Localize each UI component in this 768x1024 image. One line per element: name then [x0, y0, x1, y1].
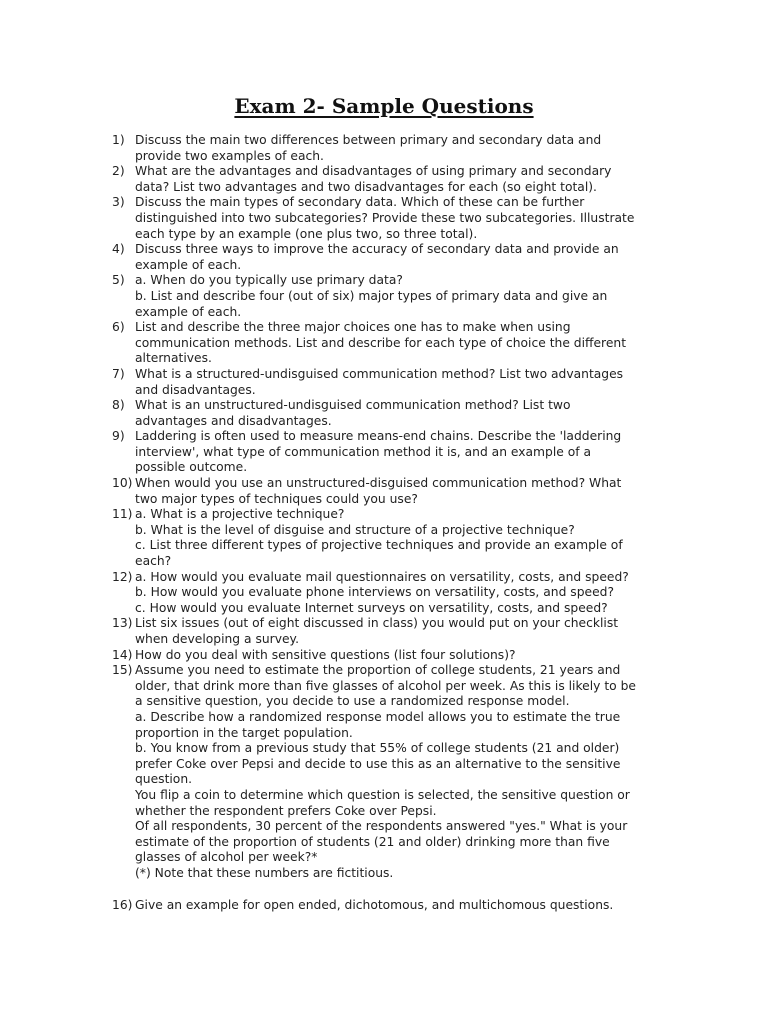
question-text-line: whether the respondent prefers Coke over Pepsi.	[135, 803, 437, 818]
question-text-line: estimate of the proportion of students (21 and older) drinking more than five	[135, 834, 610, 849]
question-text-line: prefer Coke over Pepsi and decide to use this as an alternative to the sensitive	[135, 756, 621, 771]
question-text-line: data? List two advantages and two disadvantages for each (so eight total).	[135, 179, 597, 194]
question-number: 12)	[112, 569, 133, 584]
question-text-line: Of all respondents, 30 percent of the respondents answered "yes." What is your	[135, 819, 628, 834]
question-number: 4)	[112, 242, 125, 257]
question-text-line: Assume you need to estimate the proportion of college students, 21 years and	[135, 663, 621, 678]
question-text-line: a. When do you typically use primary data?	[135, 273, 403, 288]
question-item	[112, 663, 672, 881]
question-text-line: Discuss the main two differences between primary and secondary data and	[135, 133, 602, 147]
question-text-line: List six issues (out of eight discussed in class) you would put on your checklist	[135, 616, 619, 631]
question-text-line: a sensitive question, you decide to use a randomized response model.	[135, 694, 570, 709]
question-list	[112, 133, 672, 913]
question-item	[112, 133, 672, 164]
question-text-line: c. List three different types of projective techniques and provide an example of	[135, 538, 623, 553]
question-text-line: each?	[135, 554, 172, 569]
question-text-line: provide two examples of each.	[135, 148, 324, 163]
question-text-line: a. How would you evaluate mail questionnaires on versatility, costs, and speed?	[135, 569, 629, 584]
question-text-line: Laddering is often used to measure means-end chains. Describe the 'laddering	[135, 429, 622, 444]
question-text-line: How do you deal with sensitive questions (list four solutions)?	[135, 647, 516, 662]
question-text-line: advantages and disadvantages.	[135, 413, 332, 428]
question-text-line: when developing a survey.	[135, 632, 299, 646]
question-text-line: Discuss three ways to improve the accuracy of secondary data and provide an	[135, 242, 619, 257]
question-item	[112, 507, 672, 569]
question-text-line: interview', what type of communication method it is, and an example of a	[135, 444, 592, 459]
question-text-line: example of each.	[135, 257, 242, 272]
question-number: 15)	[112, 663, 133, 678]
question-item	[112, 570, 672, 617]
question-item	[112, 164, 672, 195]
question-text-line: When would you use an unstructured-disguised communication method? What	[135, 476, 622, 491]
question-text-line: proportion in the target population.	[135, 725, 353, 740]
question-number: 10)	[112, 476, 133, 491]
question-text-line: example of each.	[135, 304, 242, 319]
question-text-line: Give an example for open ended, dichotomous, and multichomous questions.	[135, 897, 614, 912]
question-number: 16)	[112, 897, 133, 912]
question-item	[112, 320, 672, 367]
question-number: 3)	[112, 195, 125, 210]
question-number: 14)	[112, 647, 133, 662]
question-text-line: a. Describe how a randomized response model allows you to estimate the true	[135, 709, 621, 724]
question-text-line: b. What is the level of disguise and structure of a projective technique?	[135, 522, 575, 537]
question-item	[112, 273, 672, 320]
question-text-line: communication methods. List and describe for each type of choice the different	[135, 335, 627, 350]
question-text-line: List and describe the three major choices one has to make when using	[135, 320, 571, 335]
question-text-line: b. List and describe four (out of six) major types of primary data and give an	[135, 288, 608, 303]
question-item	[112, 367, 672, 398]
question-text-line: a. What is a projective technique?	[135, 507, 345, 522]
question-text-line: two major types of techniques could you use?	[135, 491, 418, 506]
question-number: 9)	[112, 429, 125, 444]
question-text-line: and disadvantages.	[135, 382, 256, 397]
question-item	[112, 616, 672, 647]
question-text-line: What is an unstructured-undisguised communication method? List two	[135, 398, 571, 413]
question-text-line: Discuss the main types of secondary data. Which of these can be further	[135, 195, 585, 210]
question-number: 6)	[112, 320, 125, 335]
question-text-line: b. How would you evaluate phone interviews on versatility, costs, and speed?	[135, 585, 614, 600]
question-text-line: What is a structured-undisguised communication method? List two advantages	[135, 366, 624, 381]
question-text-line: You flip a coin to determine which question is selected, the sensitive question or	[135, 787, 630, 802]
question-text-line: older, that drink more than five glasses of alcohol per week. As this is likely to be	[135, 678, 636, 693]
question-item	[112, 898, 672, 914]
question-text-line: What are the advantages and disadvantages of using primary and secondary	[135, 164, 612, 179]
question-number: 5)	[112, 273, 125, 288]
question-text-line: question.	[135, 772, 193, 787]
question-number: 13)	[112, 616, 133, 631]
question-item	[112, 429, 672, 476]
question-text-line: distinguished into two subcategories? Provide these two subcategories. Illustrate	[135, 210, 635, 225]
question-item	[112, 242, 672, 273]
question-number: 7)	[112, 366, 125, 381]
question-item	[112, 648, 672, 664]
question-text-line: glasses of alcohol per week?*	[135, 850, 318, 865]
question-number: 8)	[112, 398, 125, 413]
question-text-line: possible outcome.	[135, 460, 248, 475]
page-title: Exam 2- Sample Questions	[234, 94, 534, 118]
question-item	[112, 398, 672, 429]
question-number: 11)	[112, 507, 133, 522]
question-item	[112, 195, 672, 242]
question-text-line: (*) Note that these numbers are fictitious.	[135, 865, 394, 880]
question-item	[112, 476, 672, 507]
question-text-line: c. How would you evaluate Internet surveys on versatility, costs, and speed?	[135, 600, 608, 615]
question-number: 1)	[112, 133, 125, 147]
question-number: 2)	[112, 164, 125, 179]
question-text-line: alternatives.	[135, 351, 212, 366]
question-text-line: b. You know from a previous study that 55% of college students (21 and older)	[135, 741, 620, 756]
spacer	[112, 882, 672, 898]
question-text-line: each type by an example (one plus two, so three total).	[135, 226, 478, 241]
